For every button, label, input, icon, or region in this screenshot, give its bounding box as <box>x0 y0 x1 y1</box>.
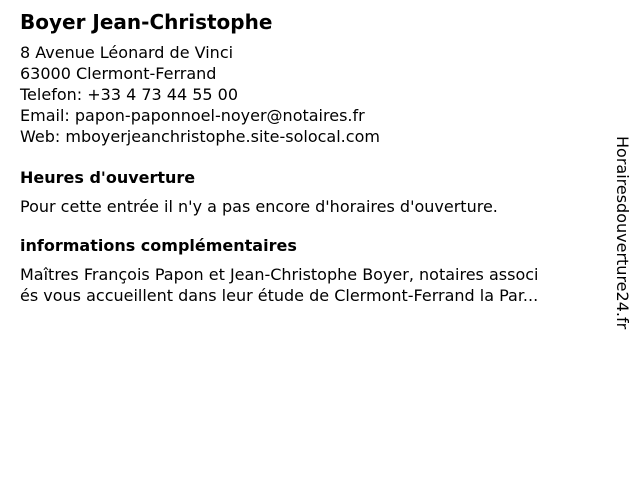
opening-hours-text: Pour cette entrée il n'y a pas encore d'horaires d'ouverture. <box>20 197 498 216</box>
listing-card <box>20 10 595 306</box>
site-brand-vertical: Horairesdouverture24.fr <box>613 136 632 330</box>
opening-hours-heading: Heures d'ouverture <box>20 168 196 187</box>
additional-info-line-2: és vous accueillent dans leur étude de Clermont-Ferrand la Par... <box>20 286 539 305</box>
web-line[interactable]: Web: mboyerjeanchristophe.site-solocal.com <box>20 127 380 146</box>
listing-title: Boyer Jean-Christophe <box>20 10 273 34</box>
additional-info-text <box>20 264 595 306</box>
additional-info-line-1: Maîtres François Papon et Jean-Christophe Boyer, notaires associ <box>20 265 539 284</box>
email-line[interactable]: Email: papon-paponnoel-noyer@notaires.fr <box>20 106 365 125</box>
additional-info-heading: informations complémentaires <box>20 236 297 255</box>
address-city: 63000 Clermont-Ferrand <box>20 64 217 83</box>
phone-line[interactable]: Telefon: +33 4 73 44 55 00 <box>20 85 239 104</box>
address-street: 8 Avenue Léonard de Vinci <box>20 43 234 62</box>
